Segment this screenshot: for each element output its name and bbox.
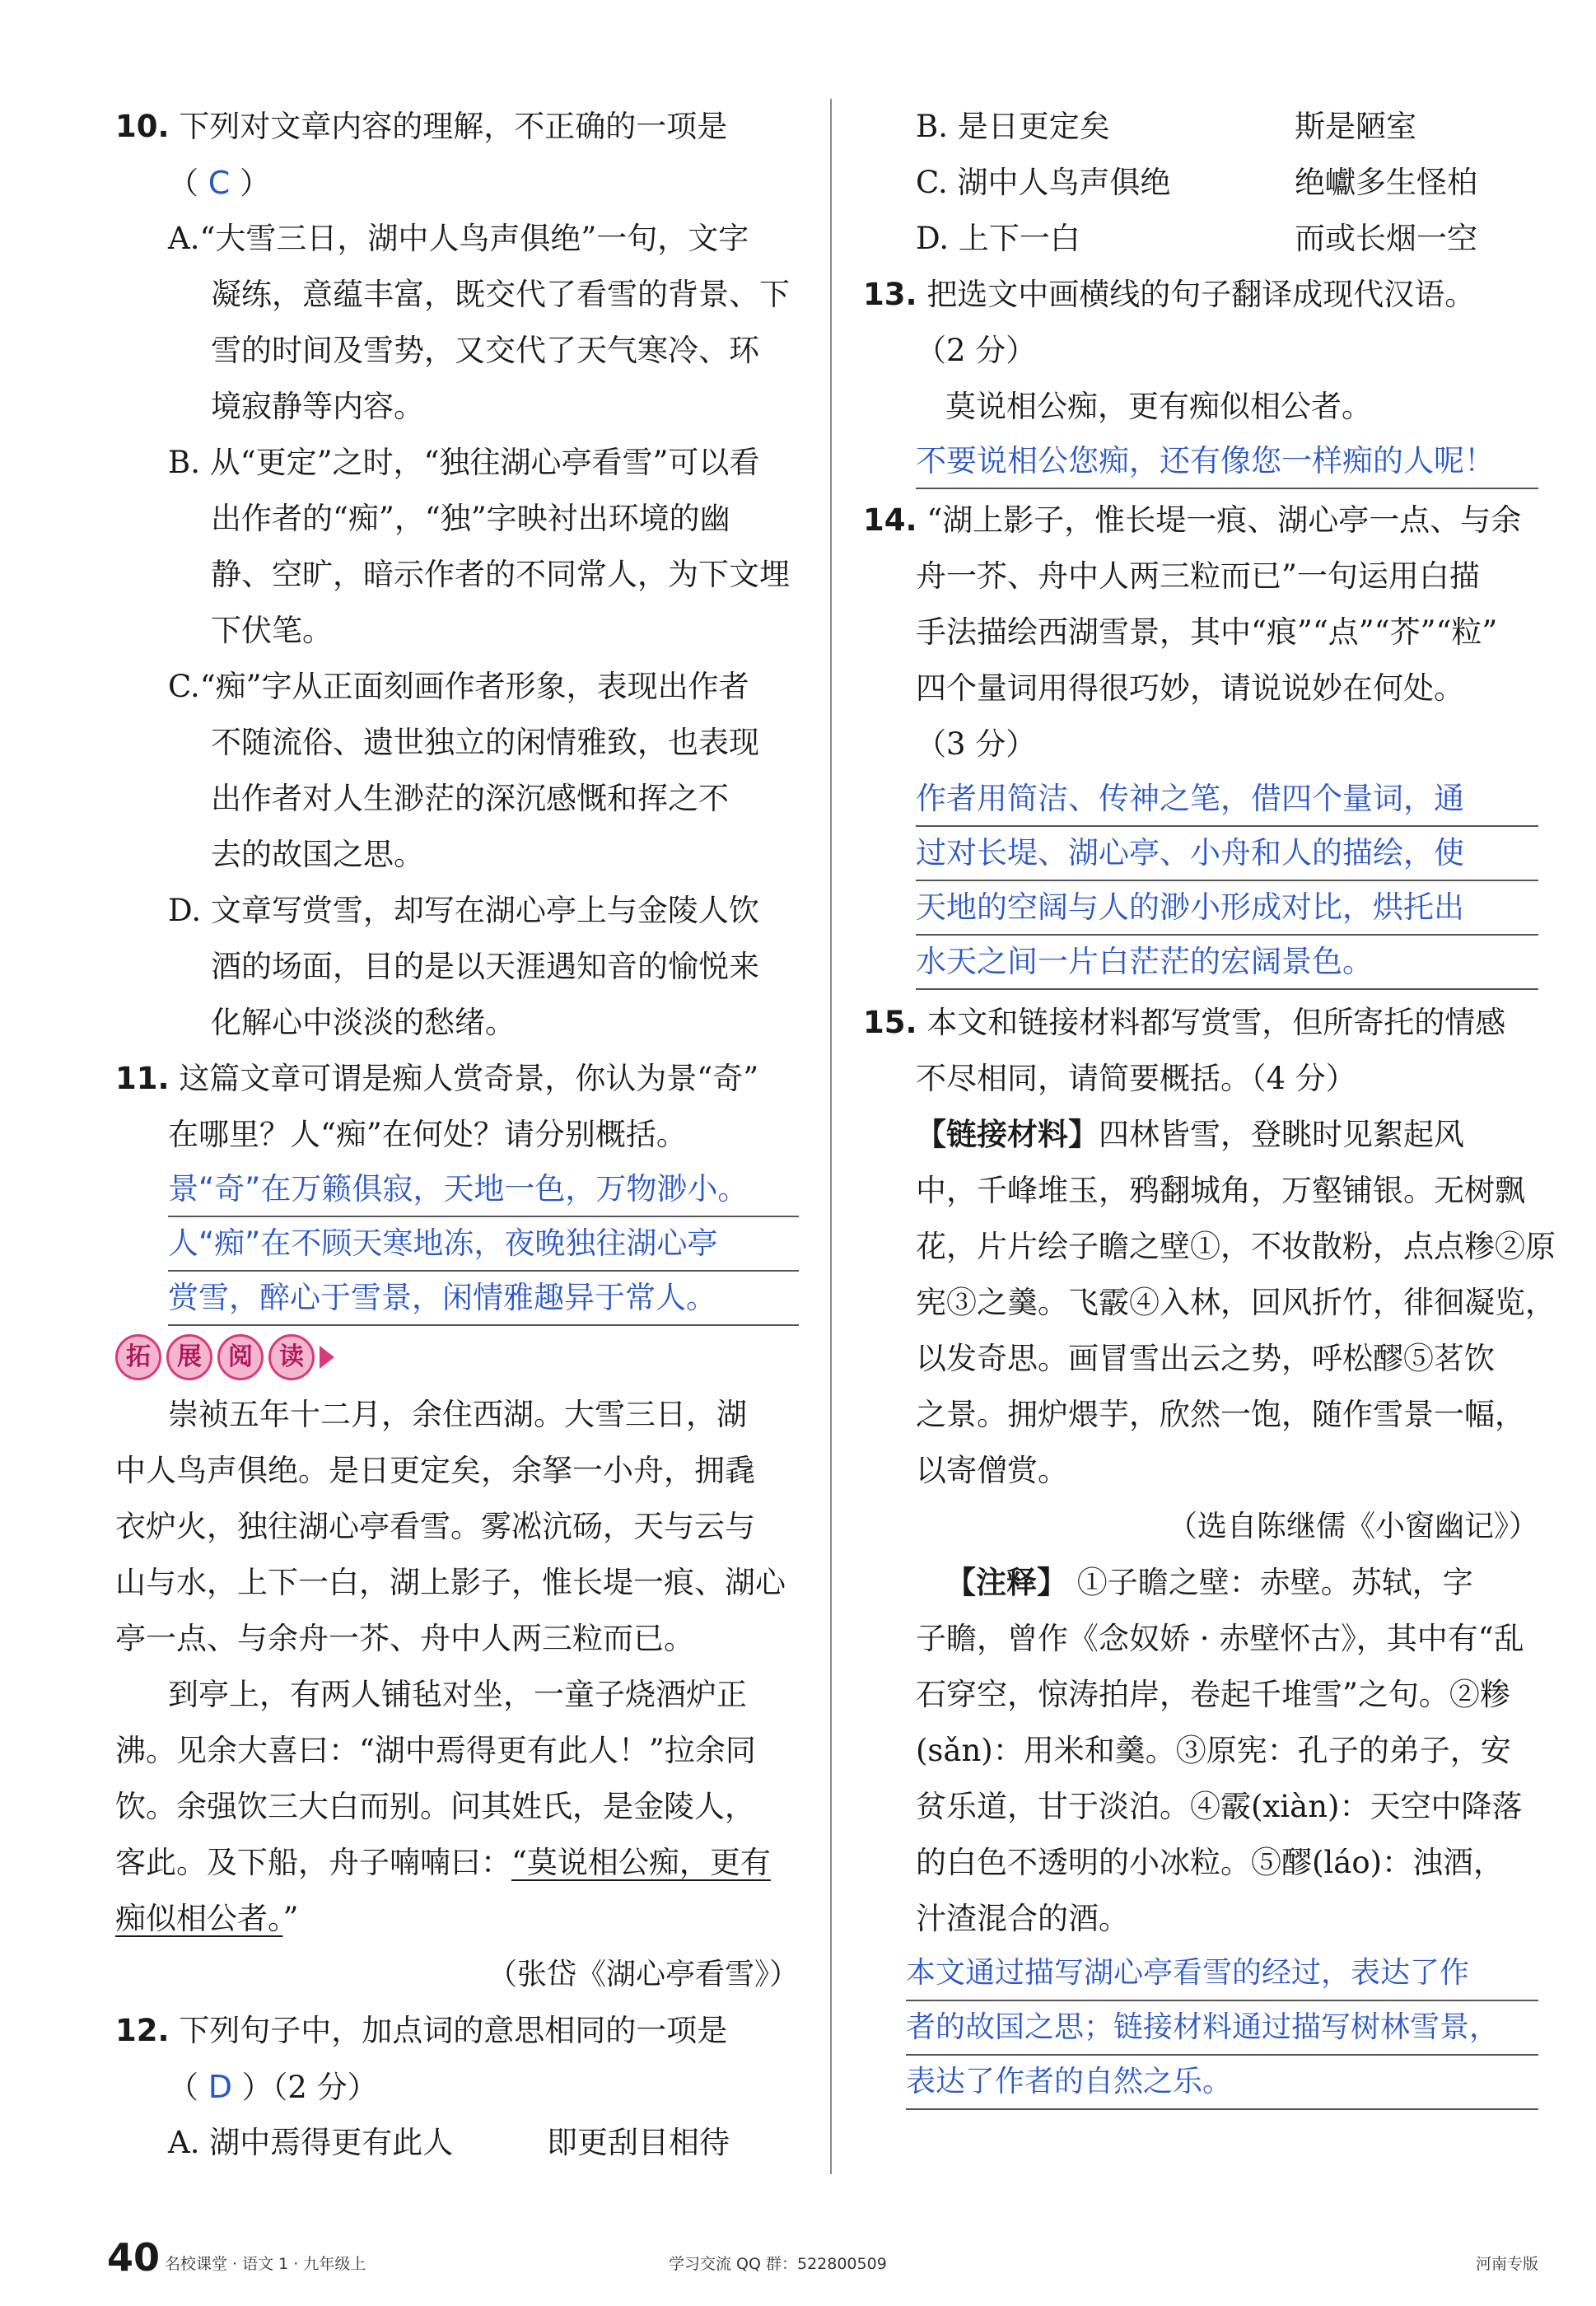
answer-line: 不要说相公您痴，还有像您一样痴的人呢！ — [916, 435, 1538, 489]
question-number: 13. — [863, 277, 917, 312]
answer-line: 表达了作者的自然之乐。 — [906, 2056, 1538, 2110]
right-column — [863, 99, 1556, 2110]
question-12 — [115, 2003, 799, 2171]
option-d: D. 文章写赏雪，却写在湖心亭上与金陵人饮 — [168, 893, 759, 928]
passage-source: （张岱《湖心亭看雪》） — [487, 1958, 799, 1991]
answer-choice: D — [208, 2069, 233, 2105]
notes-label: 【注释】 — [945, 1565, 1067, 1600]
answer-slot: （ C ） — [168, 165, 271, 201]
question-number: 10. — [115, 109, 170, 144]
answer-choice: C — [208, 165, 231, 201]
answer-line: 本文通过描写湖心亭看雪的经过，表达了作 — [906, 1947, 1538, 2001]
question-number: 14. — [863, 502, 917, 538]
notes: 【注释】 ①子瞻之壁：赤壁。苏轼，字 子瞻，曾作《念奴娇 · 赤壁怀古》，其中有“乱 石穿空，惊涛拍岸，卷起千堆雪”之句。②糁 (sǎn)：用米和羹。③原宪：孔子的弟子，安 贫乐道，甘于淡泊。④霰(xiàn)：天空中降落 的白色不透明的小冰粒。⑤醪(láo)：浊酒， 汁渣混合的酒。 — [916, 1565, 1524, 1936]
option-d: D. 上下一白 而或长烟一空 — [916, 221, 1477, 256]
underlined-sentence: 痴似相公者。 — [115, 1901, 283, 1936]
column-divider — [830, 99, 832, 2174]
option-b: B. 从“更定”之时，“独往湖心亭看雪”可以看 — [168, 445, 760, 480]
question-stem: 把选文中画横线的句子翻译成现代汉语。 — [926, 277, 1476, 312]
quoted-sentence: 莫说相公痴，更有痴似相公者。 — [945, 389, 1372, 424]
answer-line: 赏雪，醉心于雪景，闲情雅趣异于常人。 — [168, 1272, 799, 1326]
link-material: 【链接材料】四林皆雪，登眺时见絮起风 中，千峰堆玉，鸦翻城角，万壑铺银。无树飘 花，片片绘子瞻之壁①，不妆散粉，点点糁②原 宪③之羹。飞霰④入林，回风折竹，徘徊凝览， 以发奇思。画冒雪出云之势，呼松醪⑤茗饮 之景。拥炉煨芋，欣然一饱，随作雪景一幅， 以寄僧赏。 （选自陈继儒《小窗幽记》） — [863, 1107, 1538, 1555]
edition-label: 河南专版 — [1475, 2255, 1538, 2273]
reading-passage: 崇祯五年十二月，余住西湖。大雪三日，湖 中人鸟声俱绝。是日更定矣，余拏一小舟，拥毳 衣炉火，独往湖心亭看雪。雾凇沆砀，天与云与 山与水，上下一白，湖上影子，惟长堤一痕、湖心 亭一点、与余舟一芥、舟中人两三粒而已。 到亭上，有两人铺毡对坐，一童子烧酒炉正 沸。见余大喜曰：“湖中焉得更有此人！”拉余同 饮。余强饮三大白而别。问其姓氏，是金陵人， 客此。及下船，舟子喃喃曰：“莫说相公痴，更有 痴似相公者。” （张岱《湖心亭看雪》） — [115, 1387, 799, 2003]
badge-arrow-icon — [320, 1346, 334, 1369]
qq-group: 学习交流 QQ 群：522800509 — [669, 2255, 887, 2273]
question-stem: 下列句子中，加点词的意思相同的一项是 — [179, 2013, 728, 2048]
answer-line: 天地的空阔与人的渺小形成对比，烘托出 — [916, 881, 1538, 936]
page-number: 40 — [107, 2235, 161, 2280]
option-b: B. 是日更定矣 斯是陋室 — [916, 109, 1416, 144]
question-number: 12. — [115, 2013, 170, 2048]
option-a: A.“大雪三日，湖中人鸟声俱绝”一句，文字 — [168, 221, 749, 256]
question-number: 15. — [863, 1005, 917, 1040]
question-13: 13. 把选文中画横线的句子翻译成现代汉语。 （2 分） 莫说相公痴，更有痴似相公者。 不要说相公您痴，还有像您一样痴的人呢！ — [863, 267, 1538, 489]
question-stem: 这篇文章可谓是痴人赏奇景，你认为景“奇” — [179, 1061, 759, 1096]
link-source: （选自陈继儒《小窗幽记》） — [1167, 1510, 1538, 1543]
question-12-continued — [863, 99, 1538, 267]
left-column — [115, 99, 799, 2171]
question-15: 15. 本文和链接材料都写赏雪，但所寄托的情感 不尽相同，请简要概括。（4 分） 【链接材料】四林皆雪，登眺时见絮起风 中，千峰堆玉，鸦翻城角，万壑铺银。无树飘 花，片片绘子瞻之壁①，不妆散粉，点点糁②原 宪③之羹。飞霰④入林，回风折竹，徘徊凝览， 以发奇思。画冒雪出云之势，呼松醪⑤茗饮 之景。拥炉煨芋，欣然一饱，随作雪景一幅， 以寄僧赏。 （选自陈继儒《小窗幽记》） 【注释】 ①子瞻之壁：赤壁。苏轼，字 子瞻，曾作《念奴娇 · 赤壁怀古》，其中有“乱 石穿空，惊涛拍岸，卷起千堆雪”之句。②糁 (sǎn)：用米和羹。③原宪：孔子的弟子，安 贫乐道，甘于淡泊。④霰(xiàn)：天空中降落 的白色不透明的小冰粒。⑤醪(láo)：浊酒， 汁渣混合的酒。 本文通过描写湖心亭看雪的经过，表达了作 者的故国之思；链接材料通过描写树林雪景， 表达了作者的自然之乐。 — [863, 995, 1538, 2110]
question-14: 14. “湖上影子，惟长堤一痕、湖心亭一点、与余 舟一芥、舟中人两三粒而已”一句运用白描 手法描绘西湖雪景，其中“痕”“点”“芥”“粒” 四个量词用得很巧妙，请说说妙在何处。 （3 分） 作者用简洁、传神之笔，借四个量词，通 过对长堤、湖心亭、小舟和人的描绘，使 天地的空阔与人的渺小形成对比，烘托出 水天之间一片白茫茫的宏阔景色。 — [863, 492, 1538, 990]
answer-line: 过对长堤、湖心亭、小舟和人的描绘，使 — [916, 827, 1538, 881]
question-11: 11. 这篇文章可谓是痴人赏奇景，你认为景“奇” 在哪里？人“痴”在何处？请分别概括。 景“奇”在万籁俱寂，天地一色，万物渺小。 人“痴”在不顾天寒地冻，夜晚独往湖心亭 赏雪，醉心于雪景，闲情雅趣异于常人。 — [115, 1051, 799, 1326]
book-title: 名校课堂 · 语文 1 · 九年级上 — [165, 2255, 366, 2273]
answer-line: 者的故国之思；链接材料通过描写树林雪景， — [906, 2001, 1538, 2056]
answer-slot: （ D ）（2 分） — [168, 2069, 378, 2105]
question-stem: 本文和链接材料都写赏雪，但所寄托的情感 — [926, 1005, 1506, 1040]
question-10: 10. 下列对文章内容的理解，不正确的一项是 （ C ） A.“大雪三日，湖中人鸟声俱绝”一句，文字 凝练，意蕴丰富，既交代了看雪的背景、下 雪的时间及雪势，又交代了天气寒冷、环 境寂静等内容。 B. 从“更定”之时，“独往湖心亭看雪”可以看 出作者的“痴”，“独”字映衬出环境的幽 静、空旷，暗示作者的不同常人，为下文埋 下伏笔。 C.“痴”字从正面刻画作者形象，表现出作者 不随流俗、遗世独立的闲情雅致，也表现 出作者对人生渺茫的深沉感慨和挥之不 去的故国之思。 D. 文章写赏雪，却写在湖心亭上与金陵人饮 酒的场面，目的是以天涯遇知音的愉悦来 化解心中淡淡的愁绪。 — [115, 99, 799, 1051]
answer-line: 景“奇”在万籁俱寂，天地一色，万物渺小。 — [168, 1163, 799, 1217]
question-number: 11. — [115, 1061, 170, 1096]
question-stem: “湖上影子，惟长堤一痕、湖心亭一点、与余 — [926, 502, 1522, 538]
question-stem: 下列对文章内容的理解，不正确的一项是 — [179, 109, 728, 144]
option-a: A. 湖中焉得更有此人 即更刮目相待 — [168, 2125, 730, 2160]
answer-line: 水天之间一片白茫茫的宏阔景色。 — [916, 936, 1538, 990]
link-material-label: 【链接材料】 — [916, 1117, 1099, 1152]
option-c: C. 湖中人鸟声俱绝 绝巘多生怪柏 — [916, 165, 1477, 200]
section-badge-extended-reading: 拓 展 阅 读 — [115, 1334, 334, 1380]
answer-line: 作者用简洁、传神之笔，借四个量词，通 — [916, 773, 1538, 827]
page-footer — [107, 2235, 1538, 2293]
underlined-sentence: “莫说相公痴，更有 — [511, 1845, 771, 1880]
option-c: C.“痴”字从正面刻画作者形象，表现出作者 — [168, 669, 749, 704]
answer-line: 人“痴”在不顾天寒地冻，夜晚独往湖心亭 — [168, 1217, 799, 1272]
